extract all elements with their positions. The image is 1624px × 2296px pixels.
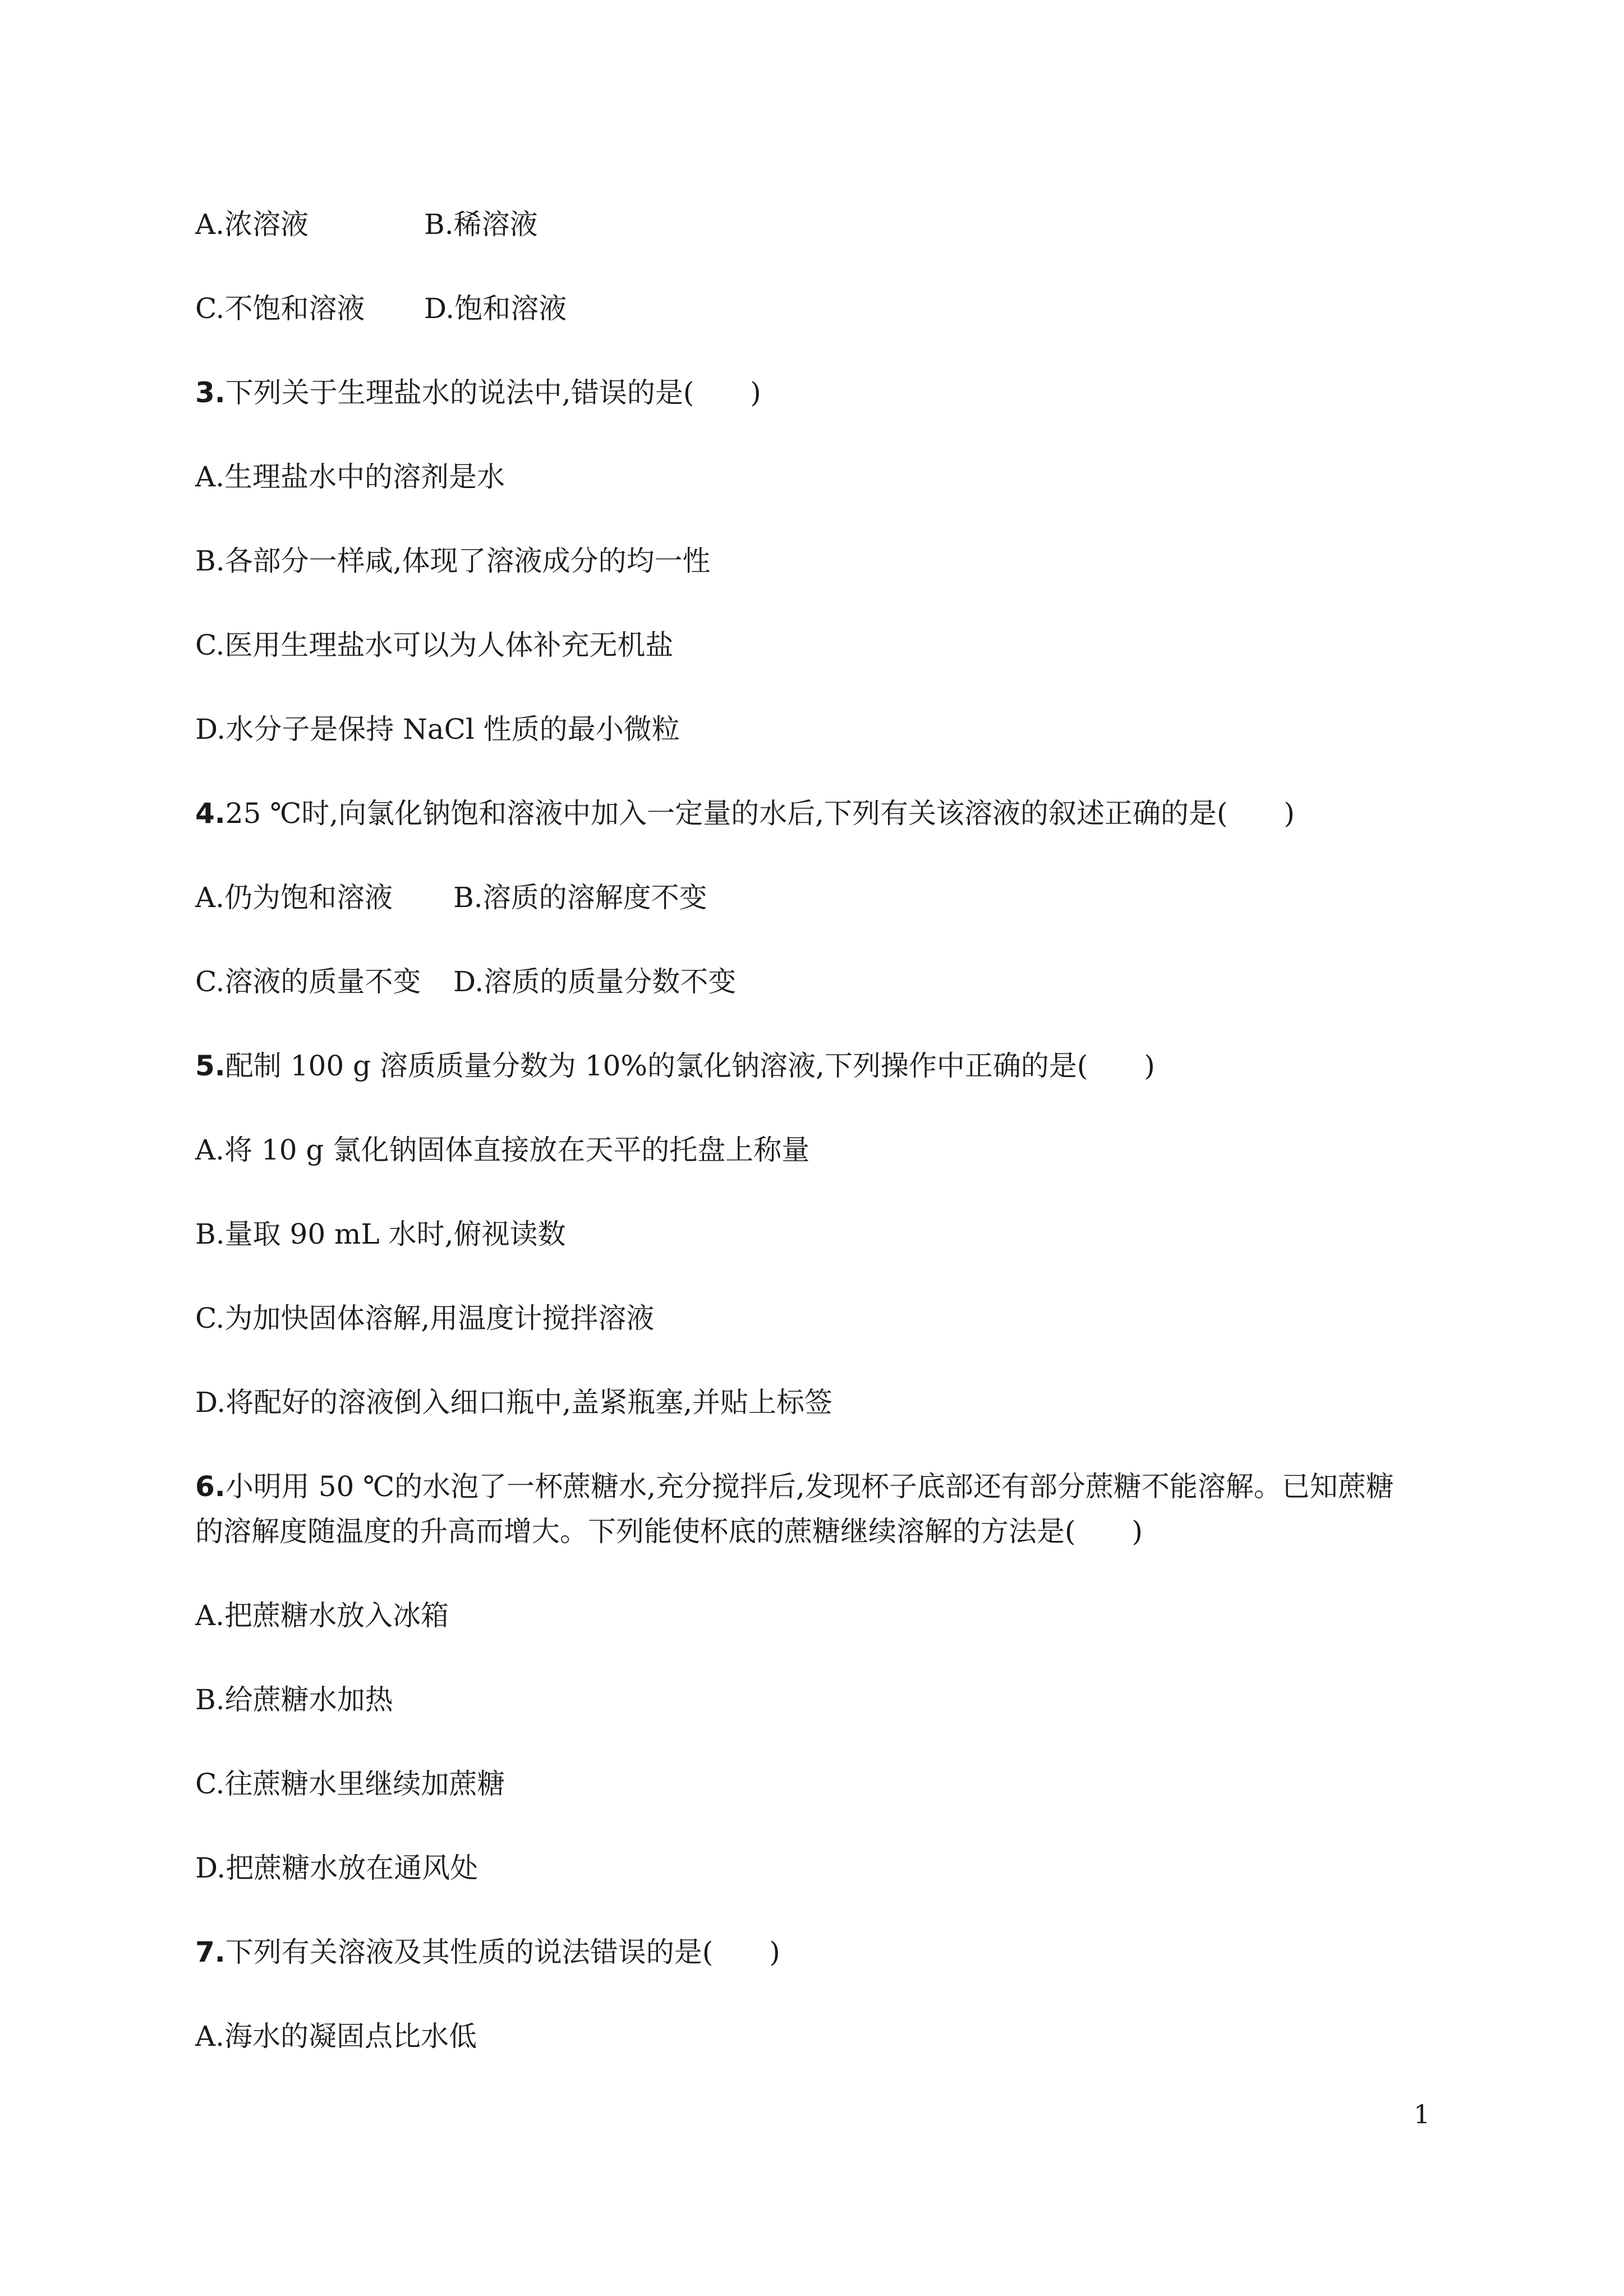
q2-option-b: B.稀溶液 [424,208,538,241]
q2-option-c: C.不饱和溶液 [195,292,365,325]
question-4-stem [195,797,1295,830]
question-5-option-a: A.将 10 g 氯化钠固体直接放在天平的托盘上称量 [195,1134,810,1166]
question-6-option-c: C.往蔗糖水里继续加蔗糖 [195,1768,505,1800]
question-4-options-row-1 [195,881,707,914]
question-text: 下列有关溶液及其性质的说法错误的是( ) [225,1936,780,1968]
question-number: 7. [195,1936,226,1968]
q2-option-a: A.浓溶液 [195,208,309,241]
question-number: 4. [195,797,226,830]
question-6-option-a: A.把蔗糖水放入冰箱 [195,1599,449,1632]
question-3-option-b: B.各部分一样咸,体现了溶液成分的均一性 [195,545,711,577]
q2-option-d: D.饱和溶液 [424,292,567,325]
question-5-option-c: C.为加快固体溶解,用温度计搅拌溶液 [195,1302,655,1335]
question-7-stem [195,1935,780,1969]
question-text: 25 ℃时,向氯化钠饱和溶液中加入一定量的水后,下列有关该溶液的叙述正确的是( ) [225,797,1295,830]
question-6-stem-line-2: 的溶解度随温度的升高而增大。下列能使杯底的蔗糖继续溶解的方法是( ) [195,1515,1143,1548]
question-text: 下列关于生理盐水的说法中,错误的是( ) [225,376,761,409]
question-5-option-d: D.将配好的溶液倒入细口瓶中,盖紧瓶塞,并贴上标签 [195,1386,832,1419]
question-6-option-b: B.给蔗糖水加热 [195,1683,393,1716]
question-6-option-d: D.把蔗糖水放在通风处 [195,1852,479,1884]
question-3-option-a: A.生理盐水中的溶剂是水 [195,461,505,493]
question-number: 5. [195,1050,226,1082]
question-6-stem-line-1 [195,1470,1394,1503]
question-5-option-b: B.量取 90 mL 水时,俯视读数 [195,1218,566,1250]
question-7-option-a: A.海水的凝固点比水低 [195,2020,477,2053]
question-4-option-b: B.溶质的溶解度不变 [453,881,707,914]
question-4-options-row-2 [195,965,736,999]
question-3-option-d: D.水分子是保持 NaCl 性质的最小微粒 [195,713,680,746]
question-3-stem [195,376,761,409]
q2-options-row-2 [195,292,567,325]
question-text: 配制 100 g 溶质质量分数为 10%的氯化钠溶液,下列操作中正确的是( ) [225,1050,1155,1082]
question-text: 小明用 50 ℃的水泡了一杯蔗糖水,充分搅拌后,发现杯子底部还有部分蔗糖不能溶解。已知蔗糖 [225,1470,1394,1503]
question-number: 3. [195,376,226,409]
question-4-option-a: A.仍为饱和溶液 [195,881,393,914]
page-number: 1 [1414,2099,1430,2129]
question-number: 6. [195,1470,226,1503]
question-3-option-c: C.医用生理盐水可以为人体补充无机盐 [195,629,674,661]
q2-options-row-1 [195,208,538,241]
question-5-stem [195,1049,1155,1083]
question-4-option-d: D.溶质的质量分数不变 [453,965,737,998]
question-4-option-c: C.溶液的质量不变 [195,965,421,998]
